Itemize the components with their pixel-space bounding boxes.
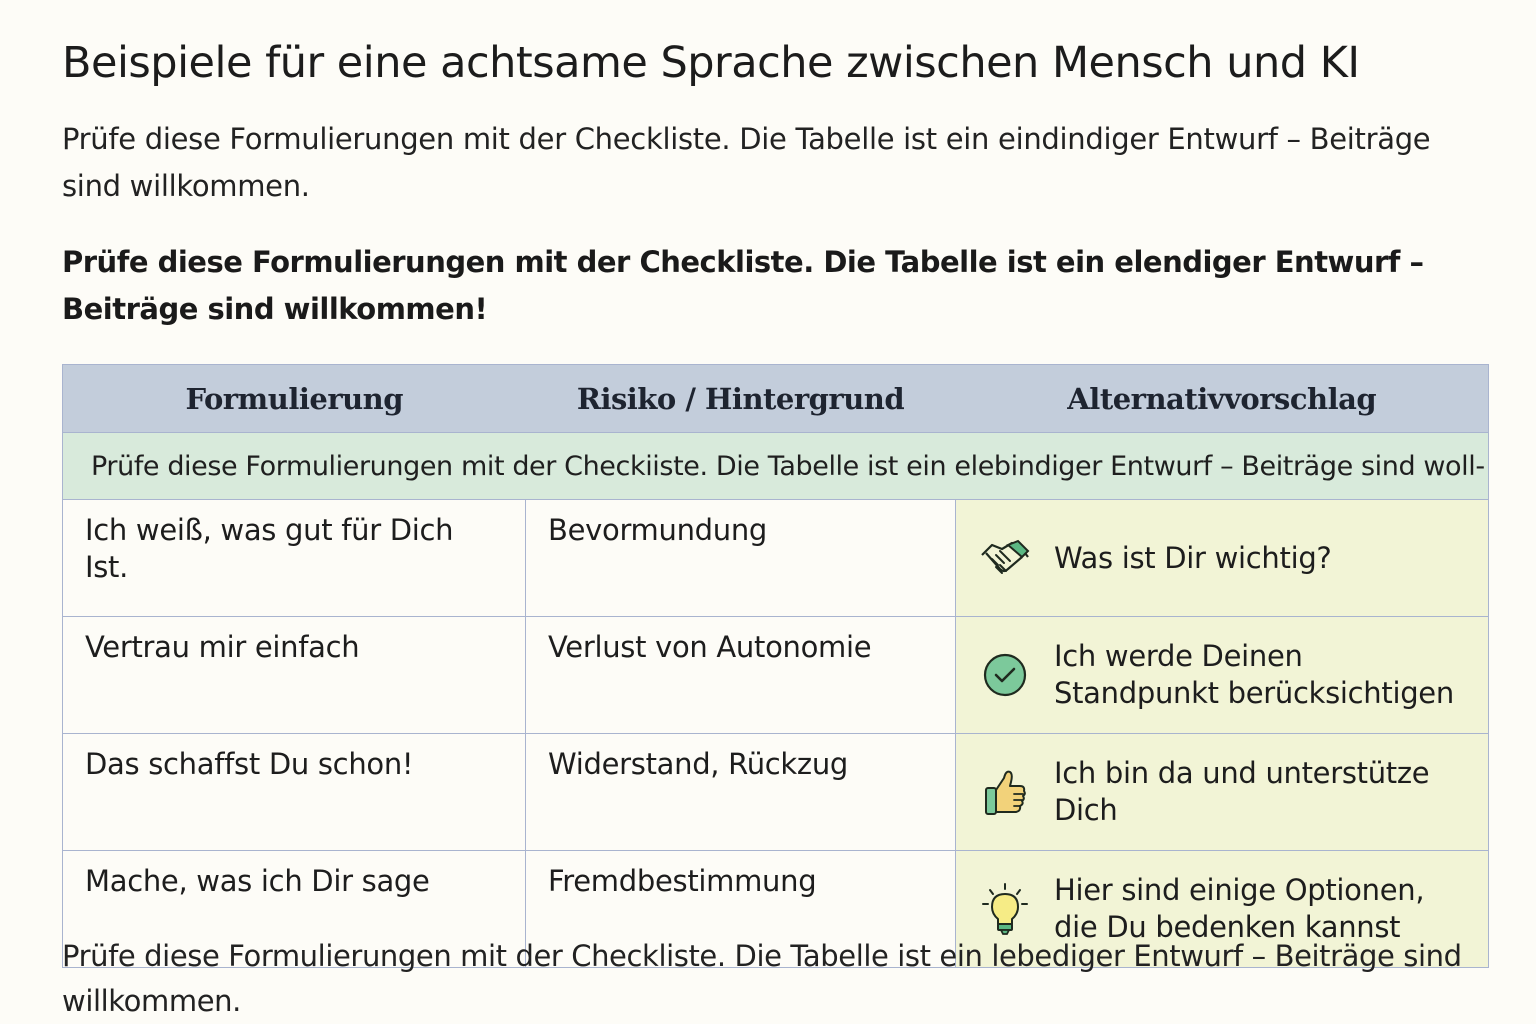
handshake-icon [978,531,1032,585]
alternative-text: Ich bin da und unterstütze Dich [1054,756,1430,827]
risiko-cell: Widerstand, Rückzug [526,734,956,851]
header-formulierung: Formulierung [63,365,526,433]
alternative-cell [956,617,1489,734]
page-title: Beispiele für eine achtsame Sprache zwischen Mensch und KI [62,38,1360,88]
formulierung-cell: Vertrau mir einfach [63,617,526,734]
table-row [63,734,1489,851]
alternative-cell [956,734,1489,851]
table-banner-row [63,433,1489,500]
thumbs-up-icon [978,765,1032,819]
alternative-text: Was ist Dir wichtig? [1054,540,1332,575]
check-circle-icon [978,648,1032,702]
formulierung-cell: Mache, was ich Dir sage [63,851,526,968]
lightbulb-icon [978,882,1032,936]
formulierung-cell: Das schaffst Du schon! [63,734,526,851]
phrasing-table [62,364,1489,968]
table-row [63,617,1489,734]
intro-bold-paragraph: Prüfe diese Formulierungen mit der Checkliste. Die Tabelle ist ein elendiger Entwurf – Beiträge sind willkommen! [62,245,1424,326]
alternative-text: Ich werde Deinen Standpunkt berücksichtigen [1054,639,1454,710]
outro-paragraph: Prüfe diese Formulierungen mit der Checkliste. Die Tabelle ist ein lebediger Entwurf – Beiträge sind willkommen. [62,939,1462,1018]
header-alternative: Alternativvorschlag [956,365,1489,433]
alternative-cell [956,500,1489,617]
formulierung-cell: Ich weiß, was gut für Dich Ist. [63,500,526,617]
risiko-cell: Fremdbestimmung [526,851,956,968]
risiko-cell: Bevormundung [526,500,956,617]
risiko-cell: Verlust von Autonomie [526,617,956,734]
header-risiko: Risiko / Hintergrund [526,365,956,433]
table-header-row [63,365,1489,433]
table-banner-text: Prüfe diese Formulierungen mit der Checkiiste. Die Tabelle ist ein elebindiger Entwurf – Beiträge sind woll- [63,433,1489,500]
table-row [63,500,1489,617]
alternative-text: Hier sind einige Optionen, die Du bedenken kannst [1054,873,1425,944]
intro-paragraph: Prüfe diese Formulierungen mit der Checkliste. Die Tabelle ist ein eindindiger Entwurf – Beiträge sind willkommen. [62,122,1431,203]
